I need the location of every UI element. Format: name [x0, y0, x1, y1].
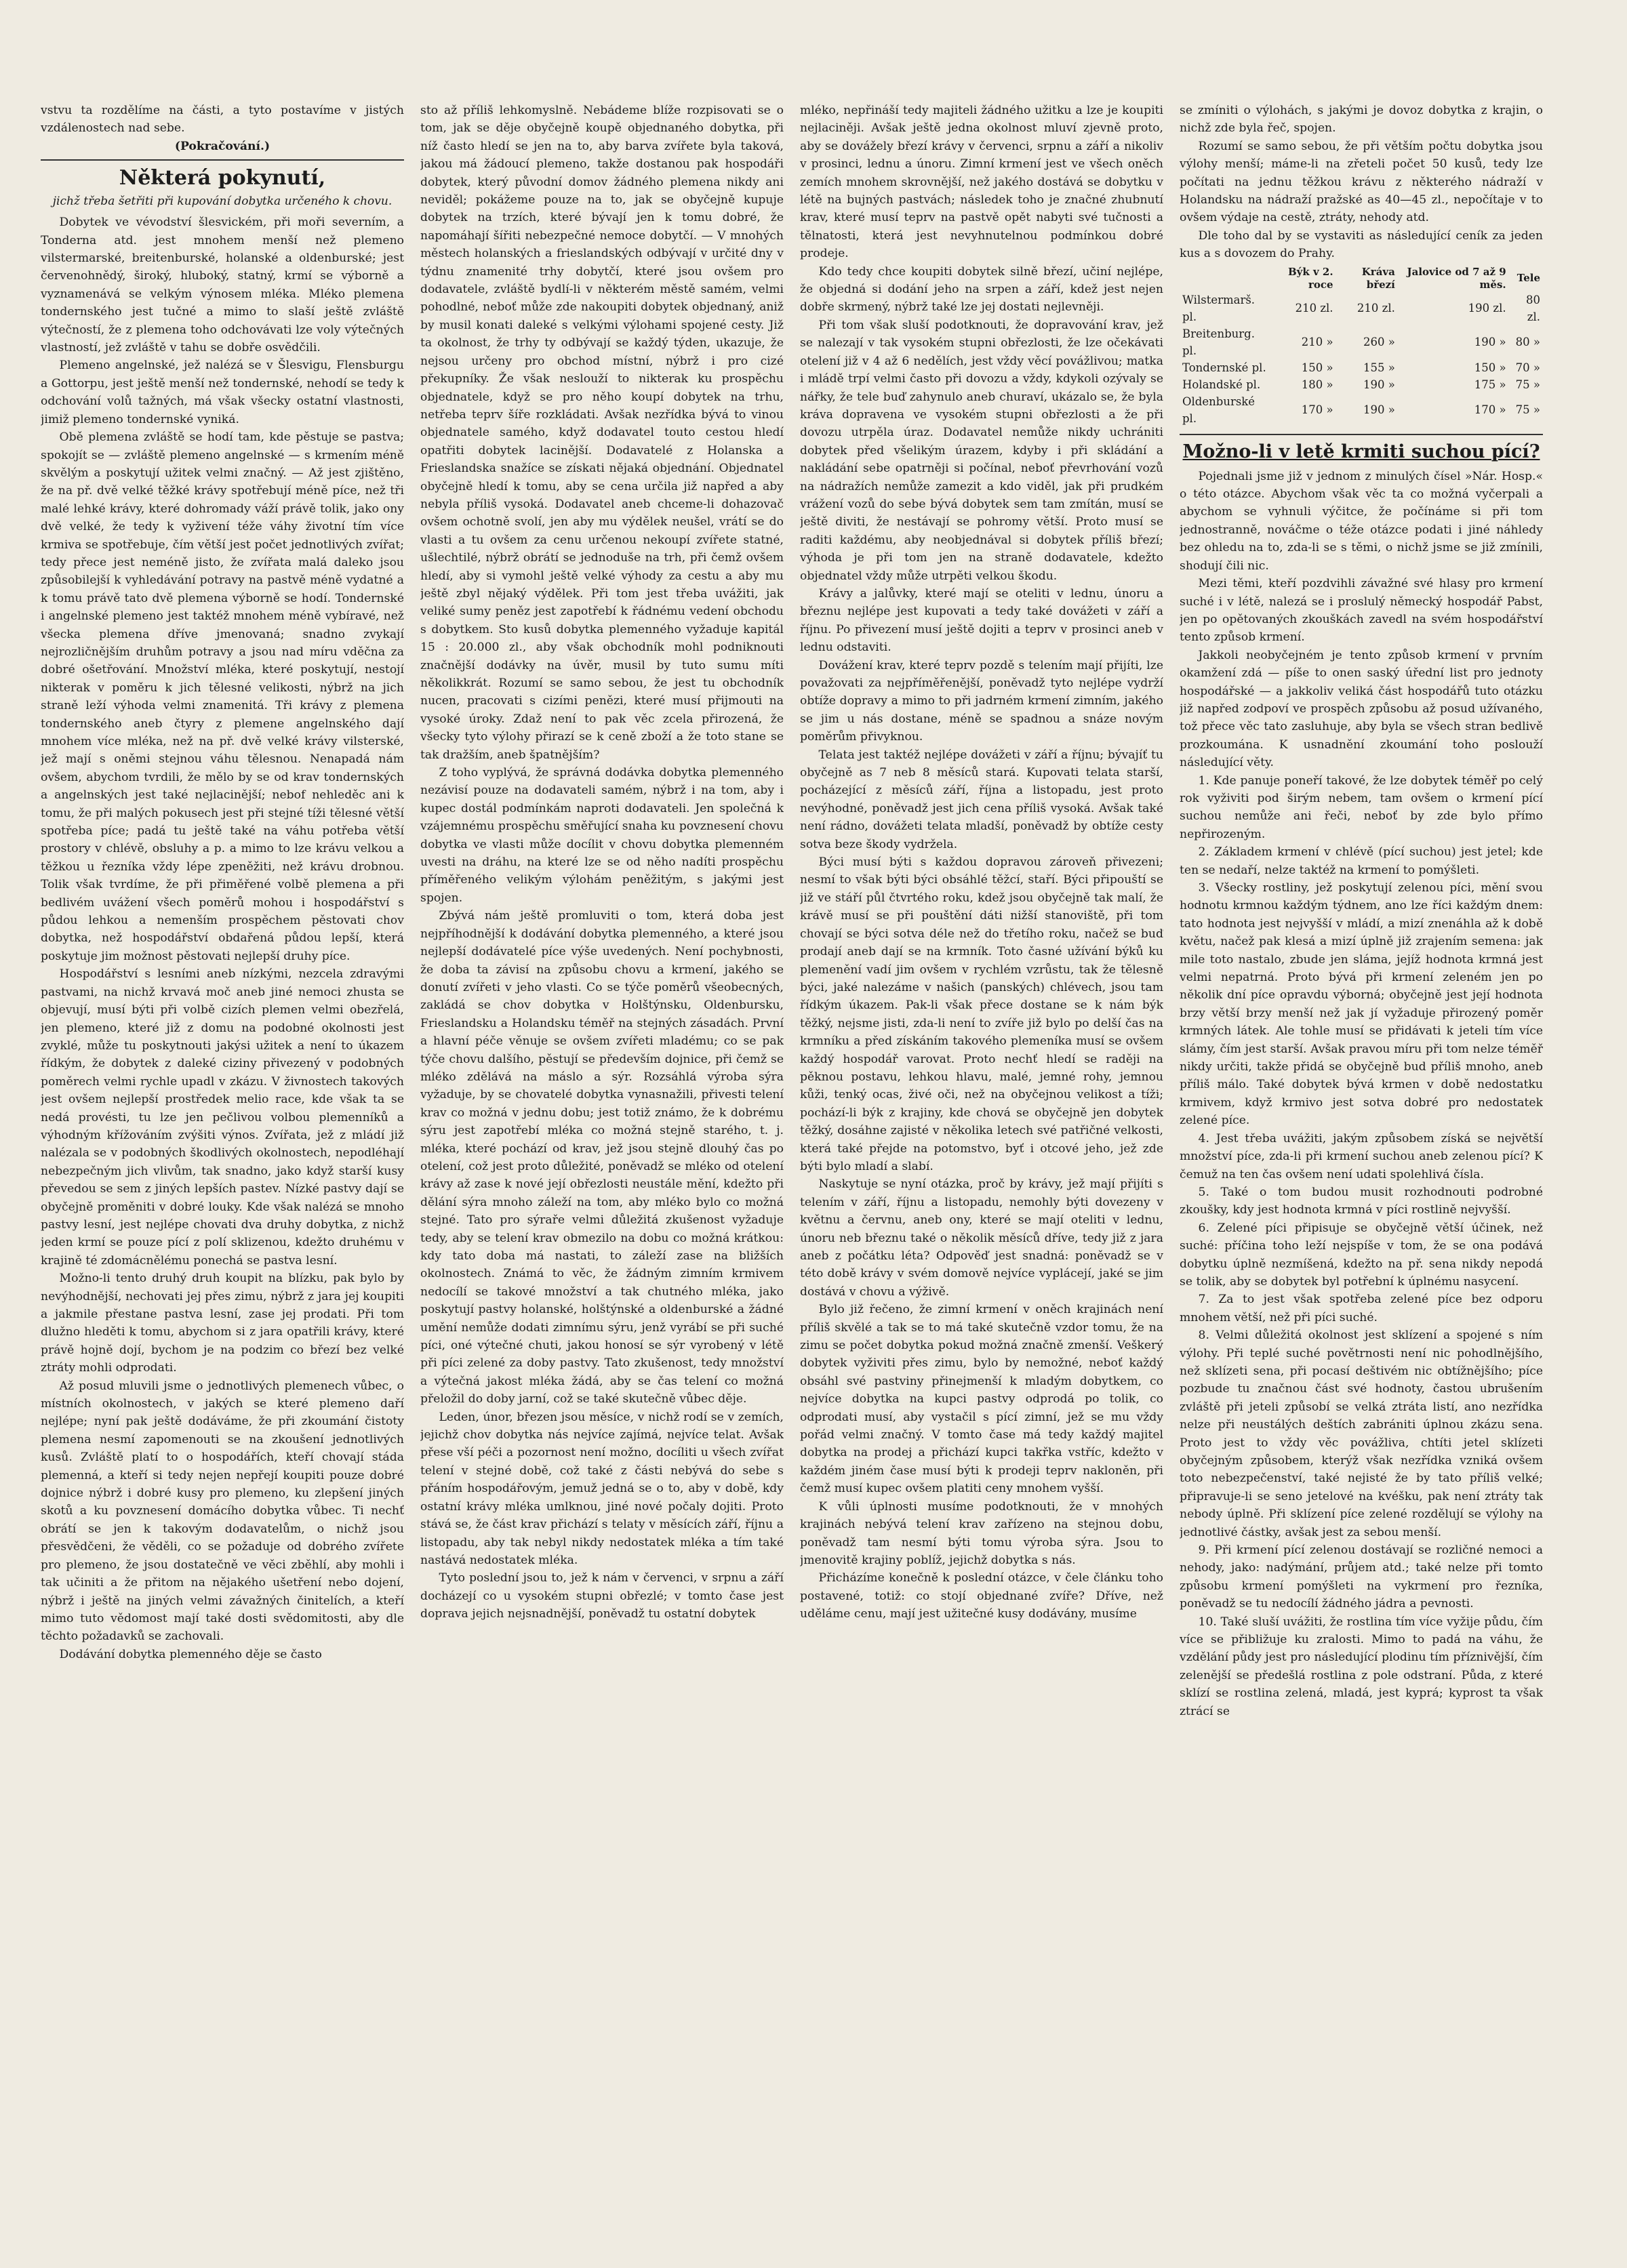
article-heading: Některá pokynutí, — [119, 166, 326, 190]
paragraph: Mezi těmi, kteří pozdvihli závažné své hlasy pro krmení suché i v létě, nalezá se i proslulý německý hospodář Pabst, jen po opětovaných zkouškách zavedl na svém hospodářství tento způsob krmení. — [1180, 577, 1543, 645]
table-cell: Holandské pl. — [1182, 378, 1261, 391]
price-table-header: Jalovice od 7 až 9 měs. — [1407, 265, 1506, 291]
table-cell: 170 » — [1301, 403, 1333, 417]
table-row — [1180, 393, 1543, 427]
divider — [41, 159, 404, 161]
price-table-header: Tele — [1516, 272, 1540, 285]
table-row — [1180, 359, 1543, 376]
table-cell: 155 » — [1363, 361, 1395, 374]
paragraph: se zmíniti o výlohách, s jakými je dovoz dobytka z krajin, o nichž zde byla řeč, spojen. — [1180, 104, 1543, 136]
table-cell: 210 zl. — [1357, 302, 1395, 315]
paragraph: 1. Kde panuje poneří takové, že lze dobytek téměř po celý rok vyživiti pod širým nebem, tam ovšem o krmení pící suchou nemůže ani řeči, neboť by zde bylo přímo nepřirozeným. — [1180, 773, 1543, 841]
paragraph: Naskytuje se nyní otázka, proč by krávy, jež mají přijíti s telením v září, říjnu a listopadu, nemohly býti dovezeny v květnu a červnu, aneb ony, které se mají oteliti v lednu, únoru neb březnu také o několik měsíců dříve, tedy již z jara aneb z počátku léta? Odpověď jest snadná: poněvadž se v této době krávy v svém domově nejvíce vyplácejí, jaké se jim dostává v chovu a výživě. — [800, 1177, 1163, 1299]
paragraph: 2. Základem krmení v chlévě (pící suchou) jest jetel; kde ten se nedaří, nelze taktéž na krmení to pomýšleti. — [1180, 845, 1543, 877]
table-cell: 190 » — [1474, 336, 1506, 349]
paragraph: Krávy a jalůvky, které mají se oteliti v lednu, únoru a březnu nejlépe jest kupovati a tedy také dovážeti v září a říjnu. Po přivezení musí ještě dojiti a teprv v prosinci aneb v lednu odstaviti. — [800, 586, 1163, 655]
paragraph: 4. Jest třeba uvážiti, jakým způsobem získá se největší množství píce, zda-li při krmení suchou aneb zelenou pící? K čemuž na ten čas ovšem není udati spolehlivá čísla. — [1180, 1131, 1543, 1181]
table-cell: 70 » — [1515, 361, 1540, 374]
newspaper-page — [41, 102, 1543, 2250]
table-row — [1180, 376, 1543, 393]
paragraph: Přicházíme konečně k poslední otázce, v čele článku toho postavené, totiž: co stojí objednané zvíře? Dříve, než uděláme cenu, mají jest užitečné kusy dodávány, musíme — [800, 1571, 1163, 1621]
table-cell: 75 » — [1515, 378, 1540, 391]
paragraph: Obě plemena zvláště se hodí tam, kde pěstuje se pastva; spokojít se — zvláště plemeno angelnské — s krmením méně skvělým a poskytují užitek velmi značný. — Až jest zjištěno, že na př. dvě velké těžké krávy spotřebují méně píce, než tři malé lehké krávy, které dohromady váží právě tolik, jako ony dvě velké, že tedy k vyživení téže váhy životní tím více krmiva se spotřebuje, čím větší jest počet jednotlivých zvířat; tedy přece jest neméně jisto, že zvířata malá daleko jsou způsobilejší k vyhledávání potravy na pastvě méně vydatné a k tomu právě tato dvě plemena výborně se hodí. Tondernské i angelnské plemeno jest taktéž mnohem méně vybíravé, než všecka plemena dříve jmenovaná; snadno zvykají nejrozličnějším druhům potravy a jsou nad míru vděčna za dobré ošetřování. Množství mléka, které poskytují, nestojí nikterak v poměru k jich tělesné velikosti, nýbrž na jich straně leží výhoda velmi znamenitá. Tři krávy z plemena tondernského aneb čtyry z plemene angelnského dají mnohem více mléka, než na př. dvě velké krávy vilsterské, jež mají s oněmi stejnou váhu tělesnou. Nenapadá nám ovšem, abychom tvrdili, že mělo by se od krav tondernských a angelnských jest také nejlacinější; nebof nehleděc ani k tomu, že při malých pokusech jest při stejné tíži tělesné větší spotřeba píce; padá tu ještě také na váhu potřeba větší prostory v chlévě, obsluhy a p. a mimo to lze krávu velkou a těžkou u řezníka vždy lépe zpeněžiti, než krávu drobnou. Tolik však tvrdíme, že při přiměřené volbě plemena a při bedlivém uvážení všech poměrů mohou i hospodářství s půdou lehkou a nemenším prospěchem pěstovati chov dobytka, než hospodářství obdařená půdou lepší, která poskytuje jim možnost pěstovati nejlepší druhy píce. — [41, 430, 404, 963]
price-table-header: Býk v 2. roce — [1287, 265, 1333, 291]
continued-intro: vstvu ta rozdělíme na části, a tyto postavíme v jistých vzdálenostech nad sebe. — [41, 104, 404, 136]
table-row — [1180, 325, 1543, 359]
table-cell: Breitenburg. pl. — [1182, 327, 1255, 357]
table-row — [1180, 291, 1543, 325]
table-cell: 190 zl. — [1468, 302, 1506, 315]
paragraph: Kdo tedy chce koupiti dobytek silně březí, učiní nejlépe, že objedná si dodání jeho na srpen a září, kdež jest nejen dobře skrmený, nýbrž také lze jej dostati nejlevněji. — [800, 264, 1163, 315]
table-cell: 190 » — [1363, 403, 1395, 417]
column-2 — [420, 102, 784, 2250]
paragraph: Až posud mluvili jsme o jednotlivých plemenech vůbec, o místních okolnostech, v jakých se které plemeno daří nejlépe; nyní pak ještě dodáváme, že při zkoumání čistoty plemena nesmí zapomenouti se na zkoušení jednotlivých kusů. Zvláště platí to o hospodářích, kteří chovají stáda plemenná, a kteří si tedy nejen nepřejí koupiti pouze dobré dojnice nýbrž i dobré kusy pro plemeno, ku zlepšení jiných skotů a ku povznesení domácího dobytka vůbec. Ti nechť obrátí se jen k takovým dodavatelům, o nichž jsou přesvědčeni, že věděli, co se požaduje od dobrého zvířete pro plemeno, že jsou dostatečně ve věci zběhlí, aby mohli i tak učiniti a že přitom na nějakého ušetření nebo dojení, nýbrž i ještě na jiných velmi závažných činitelích, a kteří mimo tuto vědomost mají také dosti svědomitosti, aby dle těchto požadavků se zachovali. — [41, 1379, 404, 1644]
divider — [1180, 434, 1543, 435]
table-cell: Tondernské pl. — [1182, 361, 1266, 374]
paragraph: Pojednali jsme již v jednom z minulých čísel »Nár. Hosp.« o této otázce. Abychom však věc ta co možná vyčerpali a abychom se vyhnuli výčitce, že počínáme si při tom jednostranně, nováčme o téže otázce podati i jiné náhledy bez ohledu na to, zda-li se s těmi, o nichž jsme se již zmínili, shodují čili nic. — [1180, 469, 1543, 573]
article-subtitle: jichž třeba šetřiti při kupování dobytka určeného k chovu. — [52, 195, 393, 209]
paragraph: Plemeno angelnské, jež nalézá se v Šlesvigu, Flensburgu a Gottorpu, jest ještě menší než tondernské, nehodí se tedy k odchování volů tažných, má však všecky ostatní vlastnosti, jimiž plemeno tondernské vyniká. — [41, 359, 404, 426]
paragraph: Telata jest taktéž nejlépe dovážeti v září a říjnu; bývajíť tu obyčejně as 7 neb 8 měsíců stará. Kupovati telata starší, pocházející z měsíců září, října a listopadu, jest proto nevýhodné, poněvadž jest jich cena příliš vysoká. Avšak také není rádno, dovážeti telata mladší, poněvadž by obtíže cesty sotva beze škody vydržela. — [800, 748, 1163, 851]
paragraph: Bylo již řečeno, že zimní krmení v oněch krajinách není příliš skvělé a tak se to má také skutečně vzdor tomu, že na zimu se počet dobytka pokud možná značně zmenší. Veškerý dobytek vyživiti přes zimu, bylo by nemožné, neboť každý obsáhl své pastviny přinejmenší k mladým dobytkem, co nejvíce dobytka na kupci pastvy odprodá po tolik, co odprodati musí, aby vystačil s pící zimní, jež se mu vždy pořád velmi značný. V tomto čase má tedy každý majitel dobytka na prodej a přichází kupci takřka vstříc, kdežto v každém jiném čase musí býti k prodeji teprv nakloněn, při čemž musí kupec ovšem platiti ceny mnohem vyšší. — [800, 1303, 1163, 1496]
table-cell: 180 » — [1301, 378, 1333, 391]
paragraph: Dodávání dobytka plemenného děje se často — [59, 1647, 322, 1661]
table-cell: 150 » — [1301, 361, 1333, 374]
paragraph: mléko, nepřináší tedy majiteli žádného užitku a lze je koupiti nejlaciněji. Avšak ještě jedna okolnost mluví zjevně proto, aby se dovážely březí krávy v červenci, srpnu a září a nikoliv v prosinci, lednu a únoru. Zimní krmení jest ve všech oněch zemích mnohem skrovnější, než jakého dostává se dobytku v létě na bujných pastvách; následek toho je značné zhubnutí krav, které musí teprv na pastvě opět nabyti své tučnosti a tělnatosti, která jest nevyhnutelnou podmínkou dobré prodeje. — [800, 104, 1163, 261]
paragraph: 8. Velmi důležitá okolnost jest sklízení a spojené s ním výlohy. Při teplé suché povětrnosti není nic pohodlnějšího, než sklízeti sena, při pocasí deštivém nic obtížnějšího; píce pozbude tu značnou část své hodnoty, častou ubrušením zvláště při jeteli způsobí se velká ztráta listí, ano nezřídka nelze při neustálých deštích zabrániti úplnou zkázu sena. Proto jest to vždy věc povážliva, chtíti jetel sklízeti obyčejným způsobem, kterýž však nezřídka vzniká ovšem toto nebezpečenství, také nejisté že by tato příliš velké; připravuje-li se seno jetelové na kvéšku, pak není ztráty tak nebody úplně. Při sklízení píce zelené rozdělují se výlohy na jednotlivé částky, avšak jest za sebou menší. — [1180, 1329, 1543, 1539]
table-cell: 80 zl. — [1526, 293, 1540, 323]
table-cell: 80 » — [1515, 336, 1540, 349]
paragraph: Možno-li tento druhý druh koupit na blízku, pak bylo by nevýhodnější, nechovati jej přes zimu, nýbrž z jara jej koupiti a jakmile přestane pastva lesní, zase jej prodati. Při tom dlužno hleděti k tomu, abychom si z jara opatřili krávy, které právě hojně dojí, bychom je na podzim co březí bez velké ztráty mohli odprodati. — [41, 1272, 404, 1375]
table-cell: 190 » — [1363, 378, 1395, 391]
price-table-header-row — [1180, 266, 1543, 291]
column-4 — [1180, 102, 1543, 2250]
paragraph: 3. Všecky rostliny, jež poskytují zelenou píci, mění svou hodnotu krmnou každým týdnem, ano lze říci každým dnem: tato hodnota jest nejvyšší v mládí, a mizí znenáhla až k době květu, načež pak klesá a mizí úplně již zrajením semena: jak mile toto nastalo, zbude jen sláma, jejíž hodnota krmná jest velmi nepatrná. Proto bývá při krmení zeleném jen po několik dní píce opravdu výborná; obyčejně jest její hodnota brzy větší brzy menší než jak jí vyžaduje přirozený poměr krmných látek. Ale tohle musí se přidávati k jeteli tím více slámy, čím jest starší. Avšak pravou míru při tom nelze téměř nikdy určiti, takže přidá se obyčejně bud příliš mnoho, aneb příliš málo. Také dobytek bývá krmen v době nedostatku krmivem, když krmivo jest sotva dobré pro nedostatek zelené píce. — [1180, 881, 1543, 1128]
paragraph: Dobytek ve vévodství šlesvickém, při moři severním, a Tonderna atd. jest mnohem menší než plemeno vilstermarské, breitenburské, holanské a oldenburské; jest červenohnědý, široký, hluboký, statný, krmí se výborně a vyznamenává se velkým výnosem mléka. Mléko plemena tondernského jest tučné a mimo to slaší ještě zvláště výtečností, že z plemena toho odchovávati lze voly výtečných vlastností, jež zvláště v tahu se dobře osvědčili. — [41, 216, 404, 355]
price-table-header: Kráva březí — [1361, 265, 1395, 291]
price-table — [1180, 266, 1543, 427]
paragraph: Jakkoli neobyčejném je tento způsob krmení v prvním okamžení zdá — píše to onen saský úřední list pro jednoty hospodářské — a jakkoliv veliká část hospodářů tuto otázku již napřed zodpoví ve prospěch způsobu až posud užívaného, tož přece věc tato zasluhuje, aby byla se všech stran bedlivě prozkoumána. K usnadnění zkoumání toho poslouží následující věty. — [1180, 648, 1543, 770]
continuation-note: (Pokračování.) — [174, 139, 270, 153]
price-table-header — [1180, 266, 1270, 291]
table-cell: 175 » — [1474, 378, 1506, 391]
table-cell: 150 » — [1474, 361, 1506, 374]
paragraph: Hospodářství s lesními aneb nízkými, nezcela zdravými pastvami, na nichž krvavá moč aneb jiné nemoci zhusta se objevují, musí býti při volbě cizích plemen velmi obezřelá, jen plemeno, které již z domu na podobné okolnosti jest zvyklé, může tu poskytnouti jakýsi užitek a není to úkazem řídkým, že dobytek z daleké ciziny přivezený v podobných poměrech velmi rychle upadl v zkázu. V živnostech takových jest ovšem nejlepší prostředek melio race, kde však ta se nedá provésti, tu lze jen pečlivou volbou plemenníků a výhodným křížováním zvýšiti výnos. Zvířata, jež z mládí již nalézala se v podobných škodlivých okolnostech, nepodléhají nebezpečným jich vlivům, tak snadno, jako když starší kusy převedou se sem z jiných lepších pastev. Nízké pastvy dají se obyčejně proměniti v dobré louky. Kde však nalézá se mnoho pastvy lesní, jest nejlépe chovati dva druhy dobytka, z nichž jeden krmí se pouze pící z polí sklizenou, kdežto druhému v krajině té zdomácnělému ponechá se pastva lesní. — [41, 967, 404, 1268]
paragraph: K vůli úplnosti musíme podotknouti, že v mnohých krajinách nebývá telení krav zařízeno na stejnou dobu, poněvadž tam nesmí býti tomu výroba sýra. Jsou to jmenovitě krajiny poblíž, jejichž dobytka s nás. — [800, 1499, 1163, 1567]
paragraph: Tyto poslední jsou to, jež k nám v červenci, v srpnu a září docházejí co u vysokém stupni obřezlé; v tomto čase jest doprava jejich nejsnadnější, poněvadž tu ostatní dobytek — [420, 1571, 784, 1621]
paragraph: Z toho vyplývá, že správná dodávka dobytka plemenného nezávisí pouze na dodavateli samém, nýbrž i na tom, aby i kupec dostál podmínkám naproti dodavateli. Jen společná k vzájemnému prospěchu směřující snaha ku povznesení chovu dobytka ve vlasti může docílit v chovu dobytka plemenném uvesti na dráhu, na které lze se od něho nadíti prospěchu příměřeného velikým výlohám peněžitým, s jakými jest spojen. — [420, 766, 784, 905]
paragraph: 10. Také sluší uvážiti, že rostlina tím více vyžije půdu, čím více se přibližuje ku zralosti. Mimo to padá na váhu, že vzdělání půdy jest pro následující plodinu tím příznivější, čím zelenější se předešlá rostlina z pole odstraní. Půda, z které sklízí se rostlina zelená, mladá, jest kyprá; kyprost ta však ztrácí se — [1180, 1615, 1543, 1718]
paragraph: Při tom však sluší podotknouti, že dopravování krav, jež se nalezají v tak vysokém stupni obřezlosti, že lze očekávati otelení již v 4 až 6 nedělích, jest vždy věcí povážlivou; matka i mládě trpí velmi často při dovozu a vždy, kdykoli ozývaly se nářky, že tele buď zahynulo aneb churaví, ukázalo se, že byla kráva dopravena ve vysokém stupni obřezlosti a že při dovozu utrpěla úraz. Dodavatel nemůže nikdy uchrániti dobytek před všelikým úrazem, kdyby i při skládání a nakládání sebe opatrněji si počínal, neboť převrhování vozů na nádražích nemůže zamezit a kdo viděl, jak při prudkém vrážení vozů do sebe bývá dobytek sem tam zmítán, musí se ještě diviti, že nestávají se pohromy větší. Proto musí se raditi každému, aby neobjednával si dobytek příliš březí; výhoda je při tom jen na straně dodavatele, kdežto objednatel vždy může utrpěti velkou škodu. — [800, 318, 1163, 583]
table-cell: 260 » — [1363, 336, 1395, 349]
paragraph: Dovážení krav, které teprv pozdě s telením mají přijíti, lze považovati za nejpříměřenější, poněvadž tyto nejlépe vydrží obtíže dopravy a mimo to při jadrném krmení zimním, jakého se jim u nás dostane, méně se spadnou a snáze novým poměrům přivyknou. — [800, 658, 1163, 744]
paragraph: Rozumí se samo sebou, že při větším počtu dobytka jsou výlohy menší; máme-li na zřeteli počet 50 kusů, tedy lze počítati na jednu těžkou krávu z některého nádraží v Holandsku na nádraží pražské as 40—45 zl., nepočítaje v to ovšem výdaje na cestě, ztráty, nehody atd. — [1180, 139, 1543, 225]
paragraph: Býci musí býti s každou dopravou zároveň přivezeni; nesmí to však býti býci obsáhlé těžcí, staří. Býci připouští se již ve stáří půl čtvrtého roku, kdež jsou obyčejně tak malí, že krávě musí se při pouštění dáti nižší stanoviště, při tom chovají se býci sotva déle než do třetího roku, načež se buď prodají aneb dají se na krmník. Toto časné užívání býků ku plemenění vadí jim ovšem v rychlém vzrůstu, tak že tělesně býci, jaké nalezáme v našich (panských) chlévech, jsou tam řídkým úkazem. Pak-li však přece dostane se k nám býk těžký, nejsme jisti, zda-li není to zvíře již bylo po delší čas na krmníku a před získáním takového plemeníka musí se ovšem každý hospodář varovat. Proto nechť hledí se raději na pěknou postavu, lehkou hlavu, malé, jemné rohy, jemnou kůži, tenký ocas, živé oči, než na obyčejnou velikost a tíži; pochází-li býk z krajiny, kde chová se obyčejně jen dobytek těžký, dosáhne zajisté v několika letech své patřičné velkosti, která také přejde na potomstvo, byť i otcové jeho, jež zde býti bylo mladí a slabí. — [800, 855, 1163, 1173]
table-cell: Oldenburské pl. — [1182, 394, 1256, 425]
table-cell: 210 » — [1301, 336, 1333, 349]
paragraph: Zbývá nám ještě promluviti o tom, která doba jest nejpříhodnější k dodávání dobytka plemenného, a které jsou nejlepší dodávatelé píce výše uvedených. Není pochybnosti, že doba ta závisí na způsobu chovu a krmení, jakého se donutí zvířeti v jeho vlasti. Co se týče poměrů všeobecných, zakládá se chov dobytka v Holštýnsku, Oldenbursku, Frieslandsku a Holandsku téměř na stejných zásadách. První a hlavní péče věnuje se ovšem zvířeti mladému; co se pak týče chovu dalšího, pěstují se především dojnice, při čemž se mléko zdělává na máslo a sýr. Rozsáhlá výroba sýra vyžaduje, by se chovatelé dobytka vynasnažili, přivesti telení krav co možná v jednu dobu; jest totiž známo, že k dobrému sýru jest zapotřebí mléka co možná stejně starého, t. j. mléka, které pochází od krav, jež jsou stejně dlouhý čas po otelení, což jest proto důležité, poněvadž se mléko od otelení krávy až zase k nové její obřezlosti neustále mění, kdežto při dělání sýra mnoho záleží na tom, aby mléko bylo co možná stejné. Tato pro sýraře velmi důležitá zkušenost vyžaduje tedy, aby se telení krav obmezilo na dobu co možná krátkou: kdy tato doba má nastati, to záleží zase na bližších okolnostech. Známá to věc, že žádným zimním krmivem nedocílí se takové množství a tak chutného mléka, jako poskytují pastvy holanské, holštýnské a oldenburské a žádné umění nemůže dodati zimnímu sýru, jenž vyrábí se při suché píci, oné výtečné chuti, jakou honosí se sýr vyrobený v létě při píci zelené za doby pastvy. Tato zkušenost, tedy množství a výtečná jakost mléka žádá, aby se čas telení co možná přeložil do doby jarní, což se také skutečně vůbec děje. — [420, 909, 784, 1406]
table-cell: 75 » — [1515, 403, 1540, 417]
article-heading: Možno-li v letě krmiti suchou pící? — [1182, 441, 1540, 462]
table-cell: Wilstermarš. pl. — [1182, 293, 1256, 323]
paragraph: 7. Za to jest však spotřeba zelené píce bez odporu mnohem větší, než při píci suché. — [1180, 1293, 1543, 1324]
paragraph: 6. Zelené píci připisuje se obyčejně větší účinek, než suché: příčina toho leží nejspíše v tom, že se ona podává dobytku úplně nezmíšená, kdežto na př. sena nikdy nepodá se tolik, aby se dobytek byl potřební k úplnému nasycení. — [1180, 1221, 1543, 1289]
paragraph: 5. Také o tom budou musit rozhodnouti podrobné zkoušky, kdy jest hodnota krmná v píci rostlině nejvyšší. — [1180, 1185, 1543, 1217]
paragraph: Dle toho dal by se vystaviti as následující ceník za jeden kus a s dovozem do Prahy. — [1180, 228, 1543, 261]
column-3 — [800, 102, 1163, 2250]
paragraph: sto až příliš lehkomyslně. Nebádeme blíže rozpisovati se o tom, jak se děje obyčejně koupě objednaného dobytka, při níž často hledí se jen na to, aby barva zvířete byla taková, jakou má žádoucí plemeno, takže dostanou pak hospodáři dobytek, který původní domov žádného plemena nikdy ani neviděl; pokážeme pouze na to, jak se obyčejně kupuje dobytek na trzích, které bývají jen k tomu dobré, že napomáhají šířiti nebezpečné nemoce dobytčí. — V mnohých městech holanských a frieslandských odbývají v určité dny v týdnu znamenité trhy dobytčí, které jsou ovšem pro dodavatele, zvláště bydlí-li v některém městě samém, velmi pohodlné, neboť může zde nakoupiti dobytek objednaný, aniž by musil konati daleké s velkými výlohami spojené cesty. Již ta okolnost, že trhy ty odbývají se každý týden, ukazuje, že nejsou určeny pro obchod místní, nýbrž i pro cizé překupníky. Že však neslouží to nikterak ku prospěchu objednatele, když se pro něho koupí dobytek na trhu, netřeba teprv šíře rozkládati. Avšak nezřídka bývá to vinou objednatele samého, když dodavatel touto cestou hledí opatřiti dobytek lacinější. Dodavatelé z Holanska a Frieslandska snažíce se získati nějaká objednání. Objednatel obyčejně hledí k tomu, aby se cena určila již napřed a aby nebyla příliš vysoká. Dodavatel aneb chceme-li dohazovač ovšem ochotně svolí, jen aby mu výdělek neušel, vrátí se do vlasti a tu ovšem za cenu určenou nekoupí zvířete statné, ušlechtilé, nýbrž obrátí se jednoduše na trh, při čemž ovšem hledí, aby si vymohl ještě velké výhody za cestu a aby mu ještě zbyl nějaký výdělek. Při tom jest třeba uvážiti, jak veliké sumy peněz jest zapotřebí k řádnému vedení obchodu s dobytkem. Sto kusů dobytka plemenného vyžaduje kapitál 15 : 20.000 zl., aby však obchodník mohl podniknouti značnější dodávky na úvěr, musil by tuto sumu míti několikkrát. Rozumí se samo sebou, že jest tu obchodník nucen, pracovati s cizími penězi, které musí přijmouti na vysoké úroky. Zdaž není to pak věc zcela přirozená, že všecky tyto výlohy přirazí se k ceně zboží a že toto stane se tak dražším, aneb špatnějším? — [420, 104, 784, 762]
paragraph: 9. Při krmení pící zelenou dostávají se rozličné nemoci a nehody, jako: nadýmání, průjem atd.; také nelze při tomto způsobu krmení pomýšleti na vykrmení pro řezníka, poněvadž se tu nedocílí žádného jádra a pevnosti. — [1180, 1543, 1543, 1611]
column-1 — [41, 102, 404, 2250]
table-cell: 170 » — [1474, 403, 1506, 417]
paragraph: Leden, únor, březen jsou měsíce, v nichž rodí se v zemích, jejichž chov dobytka nás nejvíce zajímá, nejvíce telat. Avšak přese vší péči a pozornost není možno, docíliti u všech zvířat telení v stejné době, což také z části nebývá do sebe s přáním hospodářovým, jemuž jedná se o to, aby v době, kdy ostatní krávy mléka umlknou, jiné nové počaly dojiti. Proto stává se, že část krav přichází s telaty v měsících září, říjnu a listopadu, aby tak nebyl nikdy nedostatek mléka a tím také nastává nedostatek mléka. — [420, 1410, 784, 1567]
table-cell: 210 zl. — [1295, 302, 1333, 315]
